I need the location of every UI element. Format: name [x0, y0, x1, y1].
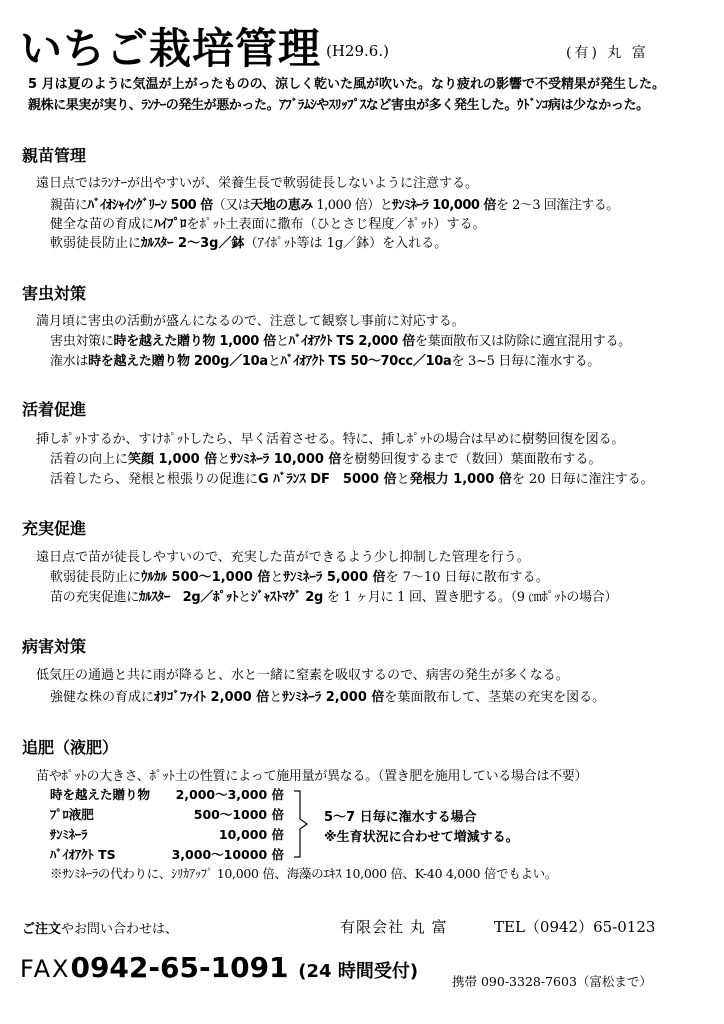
page-title: いちご栽培管理 — [20, 24, 322, 73]
section-title-rooting: 活着促進 — [22, 400, 87, 419]
line-text: 健全な苗の育成に — [50, 217, 155, 232]
line-text: 活着の向上に — [50, 452, 129, 467]
product-highlight: ﾊﾞｲｵｱｸﾄ TS 50～70cc／10a — [280, 354, 452, 369]
fertilizer-name: ﾊﾞｲｵｱｸﾄ TS — [50, 847, 116, 862]
product-highlight: ｻﾝﾐﾈｰﾗ 5,000 倍 — [283, 570, 386, 585]
body-line — [50, 686, 605, 705]
order-label: ご注文 — [22, 922, 62, 937]
line-text: 遠日点で苗が徒長しやすいので、充実した苗ができるよう少し抑制した管理を行う。 — [36, 550, 530, 565]
fertilizer-name: ｻﾝﾐﾈｰﾗ — [50, 827, 88, 842]
line-text: を樹勢回復するまで（数回）葉面散布する。 — [341, 452, 602, 467]
fertilizer-rate: 3,000～10000 倍 — [171, 847, 284, 862]
application-interval-note: 5～7 日毎に潅水する場合 — [324, 810, 477, 825]
fertilizer-name: 時を越えた贈り物 — [50, 787, 151, 802]
line-text: をﾎﾟｯﾄ土表面に撒布（ひとさじ程度／ﾎﾟｯﾄ）する。 — [186, 217, 486, 232]
body-line — [50, 213, 486, 232]
body-line — [36, 664, 569, 683]
line-text: と — [396, 472, 410, 487]
body-line — [50, 232, 447, 251]
line-text: を 2～3 回潅注する。 — [495, 198, 619, 213]
product-highlight: ｻﾝﾐﾈｰﾗ 2,000 倍 — [282, 690, 385, 705]
fertilizer-rate: 500～1000 倍 — [193, 807, 284, 822]
intro-line-2: 親株に果実が実り、ﾗﾝﾅｰの発生が悪かった。ｱﾌﾞﾗﾑｼやｽﾘｯﾌﾟｽなど害虫が多く発生した。ｳﾄﾞﾝｺ病は少なかった。 — [28, 98, 649, 113]
body-line — [50, 194, 619, 213]
product-highlight: ｻﾝﾐﾈｰﾗ 10,000 倍 — [392, 198, 496, 213]
body-line — [36, 428, 624, 447]
line-text: を 7～10 日毎に散布する。 — [385, 570, 549, 585]
body-line — [36, 546, 530, 565]
fertilizer-rate: 10,000 倍 — [218, 827, 284, 842]
product-highlight: G ﾊﾞﾗﾝｽ DF 5000 倍 — [258, 472, 397, 487]
line-text: と — [269, 690, 283, 705]
product-highlight: ｶﾙｽﾀｰ 2g／ﾎﾟｯﾄ — [138, 590, 239, 605]
line-text: と — [275, 334, 289, 349]
product-highlight: ﾊｲﾌﾟﾛ — [154, 217, 187, 232]
product-highlight: 時を越えた贈り物 200g／10a — [88, 354, 268, 369]
fax-number: 0942-65-1091 — [70, 951, 289, 984]
product-highlight: 天地の恵み — [250, 198, 313, 213]
line-text: 挿しﾎﾟｯﾄするか、すけﾎﾟｯﾄしたら、早く活着させる。特に、挿しﾎﾟｯﾄの場合は早めに樹勢回復を図る。 — [36, 432, 625, 447]
line-text: 苗の充実促進に — [50, 590, 139, 605]
section-title-parent-seedling: 親苗管理 — [22, 146, 87, 165]
product-highlight: ｳﾙｶﾙ 500～1,000 倍 — [141, 570, 271, 585]
product-highlight: 発根力 1,000 倍 — [409, 472, 512, 487]
brace-icon — [292, 789, 310, 859]
line-text: 遠日点ではﾗﾝﾅｰが出やすいが、栄養生長で軟弱徒長しないように注意する。 — [36, 176, 479, 191]
product-highlight: 笑顔 1,000 倍 — [128, 452, 218, 467]
line-text: 親苗に — [50, 198, 88, 213]
line-text: （ｱｲﾎﾟｯﾄ等は 1g／鉢）を入れる。 — [244, 236, 448, 251]
line-text: 軟弱徒長防止に — [50, 570, 142, 585]
line-text: を 3~5 日毎に潅水する。 — [451, 354, 600, 369]
fertilizer-rate: 2,000～3,000 倍 — [175, 787, 284, 802]
line-text: と — [238, 590, 251, 605]
fax-label: FAX — [20, 955, 71, 983]
order-inquiry-text — [22, 918, 178, 937]
product-highlight: ｶﾙｽﾀｰ 2～3g／鉢 — [141, 236, 245, 251]
line-text: を葉面散布して、茎葉の充実を図る。 — [384, 690, 606, 705]
intro-line-1: 5 月は夏のように気温が上がったものの、涼しく乾いた風が吹いた。なり疲れの影響で不受精果が発生した。 — [28, 77, 666, 92]
substitute-footnote: ※ｻﾝﾐﾈｰﾗの代わりに、ｼﾘｶｱｯﾌﾟ 10,000 倍、海藻のｴｷｽ 10,000 倍、K-40 4,000 倍でもよい。 — [50, 866, 558, 881]
header-company: (有) 丸 富 — [566, 45, 649, 61]
body-line — [50, 586, 617, 605]
body-line — [36, 310, 465, 329]
line-text: 活着したら、発根と根張りの促進に — [50, 472, 259, 487]
section-title-top-dressing: 追肥（液肥） — [22, 738, 119, 757]
adjustment-note: ※生育状況に合わせて増減する。 — [324, 830, 519, 845]
line-text: 害虫対策に — [50, 334, 114, 349]
fertilizer-name: ﾌﾟﾛ液肥 — [50, 807, 94, 822]
section-title-enrichment: 充実促進 — [22, 519, 87, 538]
line-text: 潅水は — [50, 354, 89, 369]
line-text: 強健な株の育成に — [50, 690, 155, 705]
section-title-disease-control: 病害対策 — [22, 637, 87, 656]
line-text: 満月頃に害虫の活動が盛んになるので、注意して観察し事前に対応する。 — [36, 314, 465, 329]
body-line — [50, 448, 601, 467]
mobile-phone: 携帯 090-3328-7603（富松まで） — [452, 974, 652, 989]
line-text: を 1 ヶ月に 1 回、置き肥する。（9 ㎝ﾎﾟｯﾄの場合） — [323, 590, 618, 605]
product-highlight: ﾊﾞｲｵｼｬｲﾝｸﾞﾘｰﾝ 500 倍 — [87, 198, 213, 213]
body-line — [50, 350, 600, 369]
telephone: TEL（0942）65-0123 — [494, 918, 656, 936]
line-text: と — [270, 570, 284, 585]
body-line — [50, 468, 654, 487]
issue-date: (H29.6.) — [326, 42, 389, 60]
line-text: と — [217, 452, 231, 467]
inquiry-label: やお問い合わせは、 — [61, 922, 179, 937]
product-highlight: 時を越えた贈り物 1,000 倍 — [113, 334, 276, 349]
fax-hours: (24 時間受付) — [298, 961, 419, 982]
body-line — [36, 765, 587, 784]
body-line — [36, 172, 478, 191]
line-text: と — [267, 354, 281, 369]
product-highlight: ｻﾝﾐﾈｰﾗ 10,000 倍 — [230, 452, 342, 467]
line-text: を 20 日毎に潅注する。 — [511, 472, 654, 487]
body-line — [50, 566, 549, 585]
line-text: 低気圧の通過と共に雨が降ると、水と一緒に窒素を吸収するので、病害の発生が多くなる。 — [36, 668, 569, 683]
product-highlight: ﾊﾞｲｵｱｸﾄ TS 2,000 倍 — [288, 334, 415, 349]
body-line — [50, 330, 631, 349]
product-highlight: ｵﾘｺﾞﾌｧｲﾄ 2,000 倍 — [154, 690, 270, 705]
fax-line — [20, 951, 418, 984]
footer-company: 有限会社 丸 富 — [340, 918, 448, 936]
line-text: 苗やﾎﾟｯﾄの大きさ、ﾎﾟｯﾄ土の性質によって施用量が異なる。（置き肥を施用している場合は不要） — [36, 769, 588, 784]
line-text: を葉面散布又は防除に適宜混用する。 — [414, 334, 631, 349]
line-text: （又は — [212, 198, 251, 213]
line-text: 1,000 倍）と — [312, 198, 393, 213]
product-highlight: ｼﾞｬｽﾄﾏｸﾞ 2g — [250, 590, 324, 605]
line-text: 軟弱徒長防止に — [50, 236, 142, 251]
section-title-pest-control: 害虫対策 — [22, 284, 87, 303]
